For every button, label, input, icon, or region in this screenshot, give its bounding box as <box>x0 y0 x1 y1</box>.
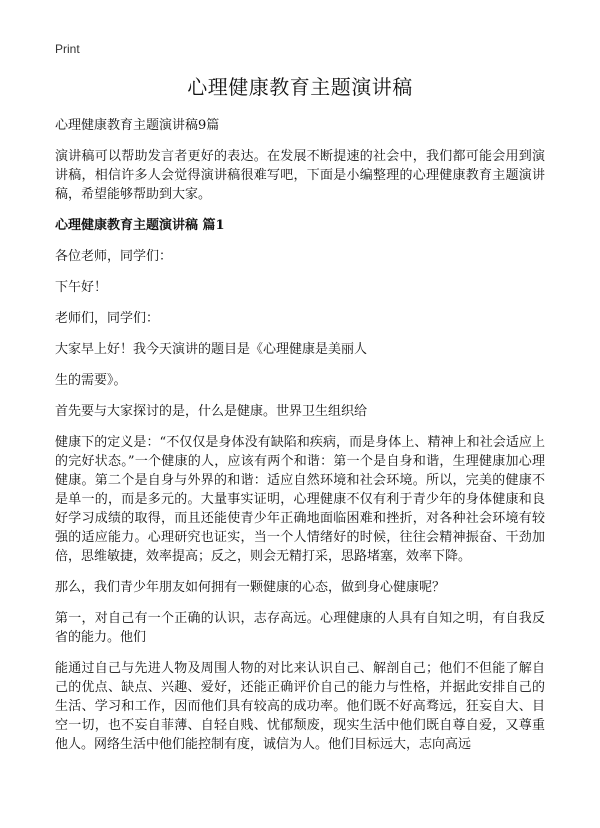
paragraph: 生的需要》。 <box>55 373 127 388</box>
paragraph: 首先要与大家探讨的是，什么是健康。世界卫生组织给 <box>55 404 368 419</box>
paragraph: 那么，我们青少年朋友如何拥有一颗健康的心态，做到身心健康呢？ <box>55 580 446 595</box>
document-subtitle: 心理健康教育主题演讲稿9篇 <box>55 118 220 133</box>
paragraph: 健康下的定义是：“不仅仅是身体没有缺陷和疾病，而是身体上、精神上和社会适应上的完好状态。”一个健康的人，应该有两个和谐：第一个是自身和谐，生理健康加心理健康。第二个是自身与外界的和谐：适应自然环境和社会环境。所以，完美的健康不是单一的，而是多元的。大量事实证明，心理健康不仅有利于青少年的身体健康和良好学习成绩的取得，而且还能使青少年正确地面临困难和挫折，对各种社会环境有较强的适应能力。心理研究也证实，当一个人情绪好的时候，往往会精神振奋、干劲加倍，思维敏捷，效率提高；反之，则会无精打采，思路堵塞，效率下降。 <box>55 435 545 564</box>
intro-paragraph: 演讲稿可以帮助发言者更好的表达。在发展不断提速的社会中，我们都可能会用到演讲稿，相信许多人会觉得演讲稿很难写吧，下面是小编整理的心理健康教育主题演讲稿，希望能够帮助到大家。 <box>55 149 545 202</box>
section-heading: 心理健康教育主题演讲稿 篇1 <box>55 218 225 233</box>
paragraph: 下午好！ <box>55 280 108 295</box>
paragraph: 大家早上好！我今天演讲的题目是《心理健康是美丽人 <box>55 342 368 357</box>
paragraph: 各位老师，同学们： <box>55 249 173 264</box>
page-title: 心理健康教育主题演讲稿 <box>187 75 413 99</box>
paragraph: 第一，对自己有一个正确的认识，志存高远。心理健康的人具有自知之明，有自我反省的能力。他们 <box>55 611 545 645</box>
print-label: Print <box>55 42 80 56</box>
paragraph: 老师们，同学们： <box>55 311 160 326</box>
paragraph: 能通过自己与先进人物及周围人物的对比来认识自己、解剖自己；他们不但能了解自己的优点、缺点、兴趣、爱好，还能正确评价自己的能力与性格，并据此安排自己的生活、学习和工作，因而他们具有较高的成功率。他们既不好高骛远，狂妄自大、目空一切，也不妄自菲薄、自轻自贱、忧郁颓废，现实生活中他们既自尊自爱，又尊重他人。网络生活中他们能控制有度，诚信为人。他们目标远大，志向高远 <box>55 661 545 752</box>
